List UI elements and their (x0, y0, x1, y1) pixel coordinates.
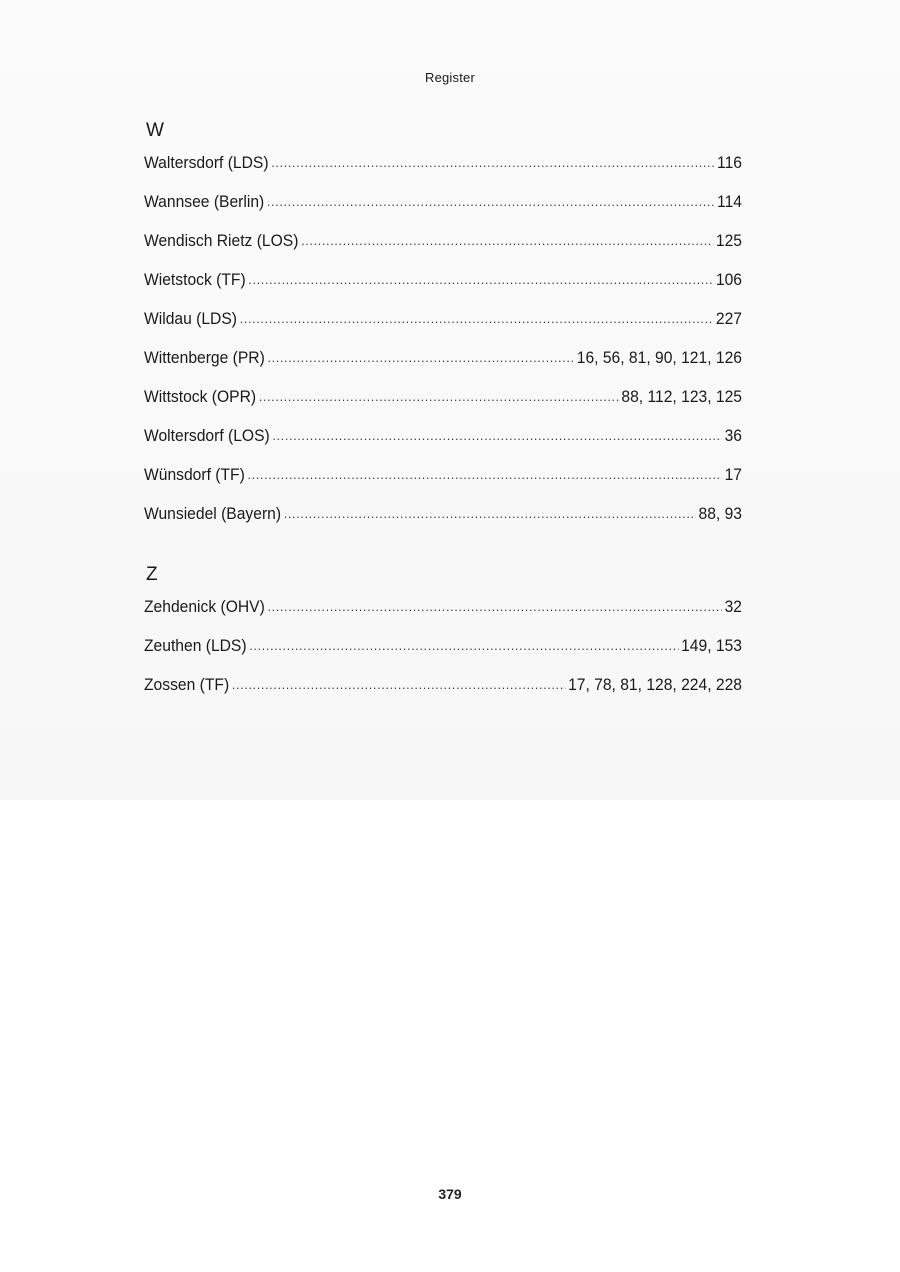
index-entry (144, 635, 742, 674)
entry-pages: 106 (715, 270, 742, 289)
entry-pages: 32 (724, 597, 742, 616)
dot-leader (272, 424, 721, 446)
index-section-z (144, 560, 742, 713)
index-entry (144, 596, 742, 635)
dot-leader (284, 502, 696, 524)
entry-pages: 114 (717, 192, 742, 211)
entry-name: Wendisch Rietz (LOS) (144, 231, 299, 250)
entry-name: Wunsiedel (Bayern) (144, 504, 282, 523)
index-entry (144, 230, 742, 269)
dot-leader (248, 463, 722, 485)
entry-name: Zehdenick (OHV) (144, 597, 265, 616)
entry-pages: 125 (715, 231, 742, 250)
entry-name: Waltersdorf (LDS) (144, 153, 269, 172)
dot-leader (267, 190, 714, 212)
entry-pages: 17 (724, 465, 742, 484)
entry-name: Zeuthen (LDS) (144, 636, 247, 655)
dot-leader (301, 229, 713, 251)
section-letter: W (146, 120, 164, 141)
dot-leader (268, 346, 574, 368)
dot-leader (232, 673, 565, 695)
entry-name: Wietstock (TF) (144, 270, 246, 289)
index-entry (144, 464, 742, 503)
entry-name: Woltersdorf (LOS) (144, 426, 270, 445)
entry-pages: 16, 56, 81, 90, 121, 126 (576, 348, 742, 367)
dot-leader (249, 634, 678, 656)
dot-leader (240, 307, 713, 329)
dot-leader (271, 151, 714, 173)
dot-leader (268, 595, 722, 617)
running-header: Register (424, 70, 475, 85)
entry-name: Wittstock (OPR) (144, 387, 257, 406)
index-entry (144, 191, 742, 230)
entry-pages: 88, 93 (698, 504, 742, 523)
index-entry (144, 425, 742, 464)
page-number: 379 (438, 1186, 462, 1202)
entry-pages: 88, 112, 123, 125 (621, 387, 742, 406)
dot-leader (259, 385, 619, 407)
entry-pages: 116 (717, 153, 742, 172)
index-section-w (144, 116, 742, 542)
index-entry (144, 347, 742, 386)
entry-pages: 227 (715, 309, 742, 328)
entry-name: Wünsdorf (TF) (144, 465, 245, 484)
index-entry (144, 674, 742, 713)
index-entry (144, 503, 742, 542)
index-entry (144, 152, 742, 191)
entry-name: Zossen (TF) (144, 675, 230, 694)
entry-name: Wannsee (Berlin) (144, 192, 265, 211)
index-entry (144, 386, 742, 425)
index-entry (144, 269, 742, 308)
section-letter: Z (146, 564, 158, 585)
entry-pages: 36 (724, 426, 742, 445)
dot-leader (248, 268, 713, 290)
entry-pages: 17, 78, 81, 128, 224, 228 (568, 675, 742, 694)
entry-name: Wildau (LDS) (144, 309, 238, 328)
index-entry (144, 308, 742, 347)
entry-pages: 149, 153 (681, 636, 742, 655)
entry-name: Wittenberge (PR) (144, 348, 265, 367)
